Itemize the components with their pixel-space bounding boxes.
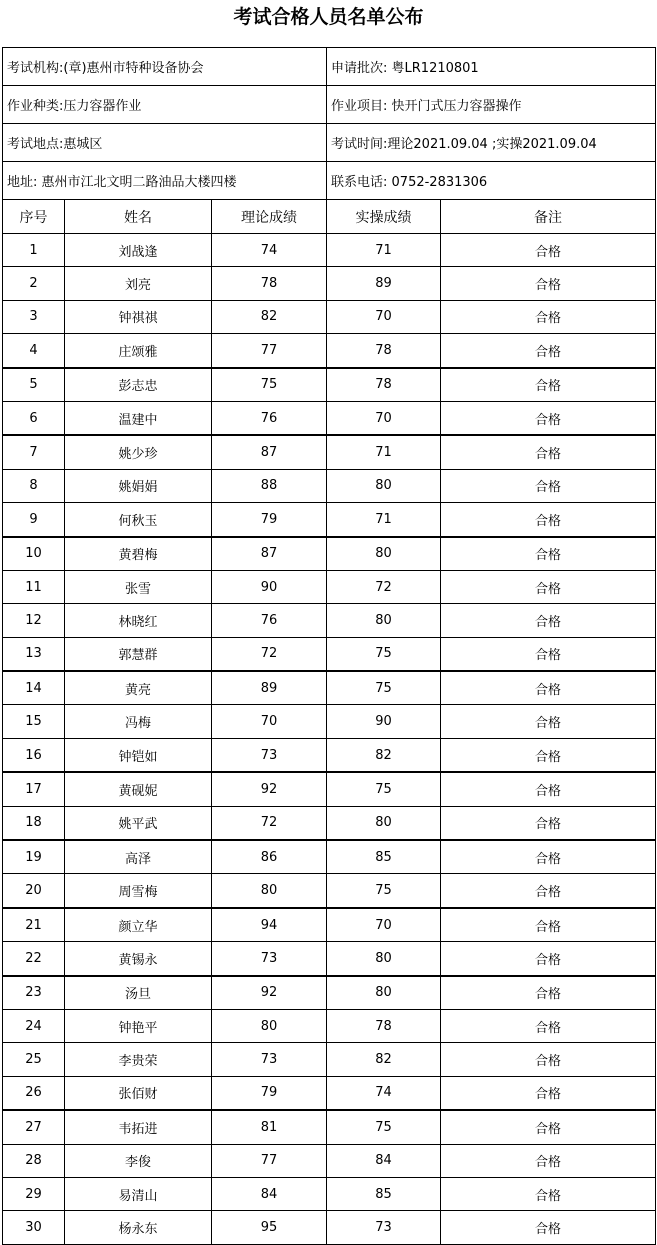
cell-index: 25 bbox=[3, 1043, 65, 1076]
cell-name: 杨永东 bbox=[65, 1211, 212, 1244]
table-row bbox=[3, 1043, 656, 1076]
cell-remark: 合格 bbox=[441, 368, 656, 402]
cell-practical-score: 75 bbox=[327, 1110, 441, 1144]
cell-practical-score: 80 bbox=[327, 537, 441, 571]
cell-name: 姚娟娟 bbox=[65, 469, 212, 502]
cell-remark: 合格 bbox=[441, 334, 656, 368]
approval-cell: 申请批次: 粤LR1210801 bbox=[327, 48, 656, 86]
cell-remark: 合格 bbox=[441, 570, 656, 603]
table-row bbox=[3, 976, 656, 1010]
table-row bbox=[3, 435, 656, 469]
cell-name: 刘亮 bbox=[65, 267, 212, 300]
cell-theory-score: 72 bbox=[212, 637, 327, 671]
cell-name: 彭志忠 bbox=[65, 368, 212, 402]
info-row-4 bbox=[3, 162, 656, 200]
cell-theory-score: 95 bbox=[212, 1211, 327, 1244]
table-row bbox=[3, 806, 656, 840]
cell-theory-score: 92 bbox=[212, 772, 327, 806]
cell-practical-score: 70 bbox=[327, 908, 441, 942]
cell-index: 19 bbox=[3, 840, 65, 874]
cell-remark: 合格 bbox=[441, 537, 656, 571]
cell-index: 14 bbox=[3, 671, 65, 705]
cell-remark: 合格 bbox=[441, 1009, 656, 1042]
cell-remark: 合格 bbox=[441, 1043, 656, 1076]
cell-practical-score: 90 bbox=[327, 705, 441, 738]
cell-index: 11 bbox=[3, 570, 65, 603]
cell-name: 高泽 bbox=[65, 840, 212, 874]
cell-theory-score: 86 bbox=[212, 840, 327, 874]
cell-index: 5 bbox=[3, 368, 65, 402]
cell-remark: 合格 bbox=[441, 976, 656, 1010]
cell-remark: 合格 bbox=[441, 503, 656, 537]
cell-remark: 合格 bbox=[441, 1076, 656, 1110]
cell-remark: 合格 bbox=[441, 772, 656, 806]
cell-name: 汤旦 bbox=[65, 976, 212, 1010]
cell-practical-score: 78 bbox=[327, 334, 441, 368]
cell-practical-score: 72 bbox=[327, 570, 441, 603]
table-row bbox=[3, 401, 656, 435]
cell-remark: 合格 bbox=[441, 469, 656, 502]
cell-practical-score: 78 bbox=[327, 368, 441, 402]
cell-theory-score: 80 bbox=[212, 1009, 327, 1042]
header-theory-score: 理论成绩 bbox=[212, 200, 327, 234]
cell-index: 10 bbox=[3, 537, 65, 571]
table-row bbox=[3, 1177, 656, 1210]
cell-index: 3 bbox=[3, 300, 65, 333]
table-row bbox=[3, 1144, 656, 1177]
cell-practical-score: 75 bbox=[327, 772, 441, 806]
table-header-row bbox=[3, 200, 656, 234]
cell-index: 2 bbox=[3, 267, 65, 300]
cell-name: 刘战逢 bbox=[65, 234, 212, 267]
cell-theory-score: 82 bbox=[212, 300, 327, 333]
cell-name: 温建中 bbox=[65, 401, 212, 435]
cell-name: 黄亮 bbox=[65, 671, 212, 705]
cell-practical-score: 70 bbox=[327, 300, 441, 333]
cell-index: 16 bbox=[3, 738, 65, 772]
cell-remark: 合格 bbox=[441, 671, 656, 705]
cell-remark: 合格 bbox=[441, 840, 656, 874]
cell-remark: 合格 bbox=[441, 874, 656, 908]
cell-remark: 合格 bbox=[441, 300, 656, 333]
table-row bbox=[3, 267, 656, 300]
cell-practical-score: 71 bbox=[327, 503, 441, 537]
cell-index: 15 bbox=[3, 705, 65, 738]
cell-name: 黄碧梅 bbox=[65, 537, 212, 571]
cell-theory-score: 73 bbox=[212, 942, 327, 976]
cell-remark: 合格 bbox=[441, 942, 656, 976]
cell-name: 姚少珍 bbox=[65, 435, 212, 469]
cell-remark: 合格 bbox=[441, 1110, 656, 1144]
results-table-body bbox=[3, 48, 656, 1245]
header-index: 序号 bbox=[3, 200, 65, 234]
project-cell: 作业项目: 快开门式压力容器操作 bbox=[327, 86, 656, 124]
phone-cell: 联系电话: 0752-2831306 bbox=[327, 162, 656, 200]
cell-theory-score: 73 bbox=[212, 1043, 327, 1076]
cell-index: 27 bbox=[3, 1110, 65, 1144]
cell-name: 冯梅 bbox=[65, 705, 212, 738]
cell-theory-score: 76 bbox=[212, 401, 327, 435]
cell-remark: 合格 bbox=[441, 401, 656, 435]
cell-theory-score: 87 bbox=[212, 537, 327, 571]
cell-index: 23 bbox=[3, 976, 65, 1010]
header-remark: 备注 bbox=[441, 200, 656, 234]
cell-remark: 合格 bbox=[441, 267, 656, 300]
cell-name: 黄砚妮 bbox=[65, 772, 212, 806]
cell-theory-score: 80 bbox=[212, 874, 327, 908]
header-practical-score: 实操成绩 bbox=[327, 200, 441, 234]
cell-remark: 合格 bbox=[441, 806, 656, 840]
cell-practical-score: 85 bbox=[327, 840, 441, 874]
table-row bbox=[3, 738, 656, 772]
cell-remark: 合格 bbox=[441, 435, 656, 469]
cell-index: 20 bbox=[3, 874, 65, 908]
table-row bbox=[3, 604, 656, 637]
cell-practical-score: 73 bbox=[327, 1211, 441, 1244]
cell-name: 钟祺祺 bbox=[65, 300, 212, 333]
table-row bbox=[3, 705, 656, 738]
cell-practical-score: 75 bbox=[327, 637, 441, 671]
cell-practical-score: 80 bbox=[327, 942, 441, 976]
cell-practical-score: 80 bbox=[327, 604, 441, 637]
cell-theory-score: 92 bbox=[212, 976, 327, 1010]
cell-index: 21 bbox=[3, 908, 65, 942]
cell-theory-score: 84 bbox=[212, 1177, 327, 1210]
header-name: 姓名 bbox=[65, 200, 212, 234]
table-row bbox=[3, 570, 656, 603]
cell-name: 庄颂雅 bbox=[65, 334, 212, 368]
cell-remark: 合格 bbox=[441, 908, 656, 942]
cell-theory-score: 77 bbox=[212, 1144, 327, 1177]
cell-remark: 合格 bbox=[441, 234, 656, 267]
cell-name: 何秋玉 bbox=[65, 503, 212, 537]
cell-practical-score: 75 bbox=[327, 671, 441, 705]
table-row bbox=[3, 671, 656, 705]
cell-name: 韦拓进 bbox=[65, 1110, 212, 1144]
cell-name: 易清山 bbox=[65, 1177, 212, 1210]
cell-index: 7 bbox=[3, 435, 65, 469]
cell-index: 29 bbox=[3, 1177, 65, 1210]
cell-name: 李俊 bbox=[65, 1144, 212, 1177]
cell-theory-score: 70 bbox=[212, 705, 327, 738]
table-row bbox=[3, 874, 656, 908]
cell-theory-score: 77 bbox=[212, 334, 327, 368]
cell-practical-score: 89 bbox=[327, 267, 441, 300]
cell-name: 张佰财 bbox=[65, 1076, 212, 1110]
info-row-3 bbox=[3, 124, 656, 162]
cell-remark: 合格 bbox=[441, 1211, 656, 1244]
table-row bbox=[3, 908, 656, 942]
cell-index: 12 bbox=[3, 604, 65, 637]
table-row bbox=[3, 503, 656, 537]
table-row bbox=[3, 368, 656, 402]
table-row bbox=[3, 1076, 656, 1110]
cell-remark: 合格 bbox=[441, 637, 656, 671]
info-row-1 bbox=[3, 48, 656, 86]
cell-index: 17 bbox=[3, 772, 65, 806]
cell-name: 李贵荣 bbox=[65, 1043, 212, 1076]
cell-theory-score: 90 bbox=[212, 570, 327, 603]
cell-theory-score: 94 bbox=[212, 908, 327, 942]
cell-theory-score: 78 bbox=[212, 267, 327, 300]
cell-index: 28 bbox=[3, 1144, 65, 1177]
cell-practical-score: 71 bbox=[327, 234, 441, 267]
cell-practical-score: 70 bbox=[327, 401, 441, 435]
cell-practical-score: 82 bbox=[327, 1043, 441, 1076]
cell-index: 18 bbox=[3, 806, 65, 840]
cell-theory-score: 76 bbox=[212, 604, 327, 637]
info-row-2 bbox=[3, 86, 656, 124]
cell-practical-score: 82 bbox=[327, 738, 441, 772]
cell-theory-score: 79 bbox=[212, 1076, 327, 1110]
table-row bbox=[3, 1009, 656, 1042]
cell-index: 8 bbox=[3, 469, 65, 502]
cell-name: 林晓红 bbox=[65, 604, 212, 637]
cell-name: 张雪 bbox=[65, 570, 212, 603]
cell-theory-score: 81 bbox=[212, 1110, 327, 1144]
address-cell: 地址: 惠州市江北文明二路油品大楼四楼 bbox=[3, 162, 327, 200]
cell-index: 30 bbox=[3, 1211, 65, 1244]
table-row bbox=[3, 1110, 656, 1144]
table-row bbox=[3, 840, 656, 874]
cell-theory-score: 89 bbox=[212, 671, 327, 705]
cell-remark: 合格 bbox=[441, 738, 656, 772]
institution-cell: 考试机构:(章)惠州市特种设备协会 bbox=[3, 48, 327, 86]
location-cell: 考试地点:惠城区 bbox=[3, 124, 327, 162]
cell-practical-score: 78 bbox=[327, 1009, 441, 1042]
cell-theory-score: 79 bbox=[212, 503, 327, 537]
cell-name: 钟艳平 bbox=[65, 1009, 212, 1042]
cell-theory-score: 72 bbox=[212, 806, 327, 840]
cell-index: 9 bbox=[3, 503, 65, 537]
cell-remark: 合格 bbox=[441, 604, 656, 637]
cell-name: 黄锡永 bbox=[65, 942, 212, 976]
cell-practical-score: 80 bbox=[327, 806, 441, 840]
results-table bbox=[2, 47, 656, 1245]
table-row bbox=[3, 234, 656, 267]
cell-practical-score: 75 bbox=[327, 874, 441, 908]
cell-name: 郭慧群 bbox=[65, 637, 212, 671]
table-row bbox=[3, 1211, 656, 1244]
cell-practical-score: 85 bbox=[327, 1177, 441, 1210]
page-title: 考试合格人员名单公布 bbox=[233, 6, 424, 28]
cell-practical-score: 74 bbox=[327, 1076, 441, 1110]
cell-practical-score: 84 bbox=[327, 1144, 441, 1177]
cell-name: 姚平武 bbox=[65, 806, 212, 840]
table-row bbox=[3, 469, 656, 502]
table-row bbox=[3, 942, 656, 976]
cell-name: 钟铠如 bbox=[65, 738, 212, 772]
cell-index: 24 bbox=[3, 1009, 65, 1042]
cell-theory-score: 73 bbox=[212, 738, 327, 772]
table-row bbox=[3, 300, 656, 333]
cell-index: 22 bbox=[3, 942, 65, 976]
cell-theory-score: 88 bbox=[212, 469, 327, 502]
cell-practical-score: 80 bbox=[327, 976, 441, 1010]
cell-index: 6 bbox=[3, 401, 65, 435]
cell-index: 1 bbox=[3, 234, 65, 267]
cell-index: 13 bbox=[3, 637, 65, 671]
exam-time-cell: 考试时间:理论2021.09.04 ;实操2021.09.04 bbox=[327, 124, 656, 162]
cell-name: 周雪梅 bbox=[65, 874, 212, 908]
category-cell: 作业种类:压力容器作业 bbox=[3, 86, 327, 124]
cell-theory-score: 87 bbox=[212, 435, 327, 469]
table-row bbox=[3, 334, 656, 368]
table-row bbox=[3, 637, 656, 671]
cell-remark: 合格 bbox=[441, 705, 656, 738]
cell-practical-score: 80 bbox=[327, 469, 441, 502]
cell-name: 颜立华 bbox=[65, 908, 212, 942]
cell-theory-score: 75 bbox=[212, 368, 327, 402]
table-row bbox=[3, 537, 656, 571]
cell-index: 26 bbox=[3, 1076, 65, 1110]
table-row bbox=[3, 772, 656, 806]
cell-index: 4 bbox=[3, 334, 65, 368]
cell-practical-score: 71 bbox=[327, 435, 441, 469]
cell-remark: 合格 bbox=[441, 1144, 656, 1177]
cell-remark: 合格 bbox=[441, 1177, 656, 1210]
cell-theory-score: 74 bbox=[212, 234, 327, 267]
